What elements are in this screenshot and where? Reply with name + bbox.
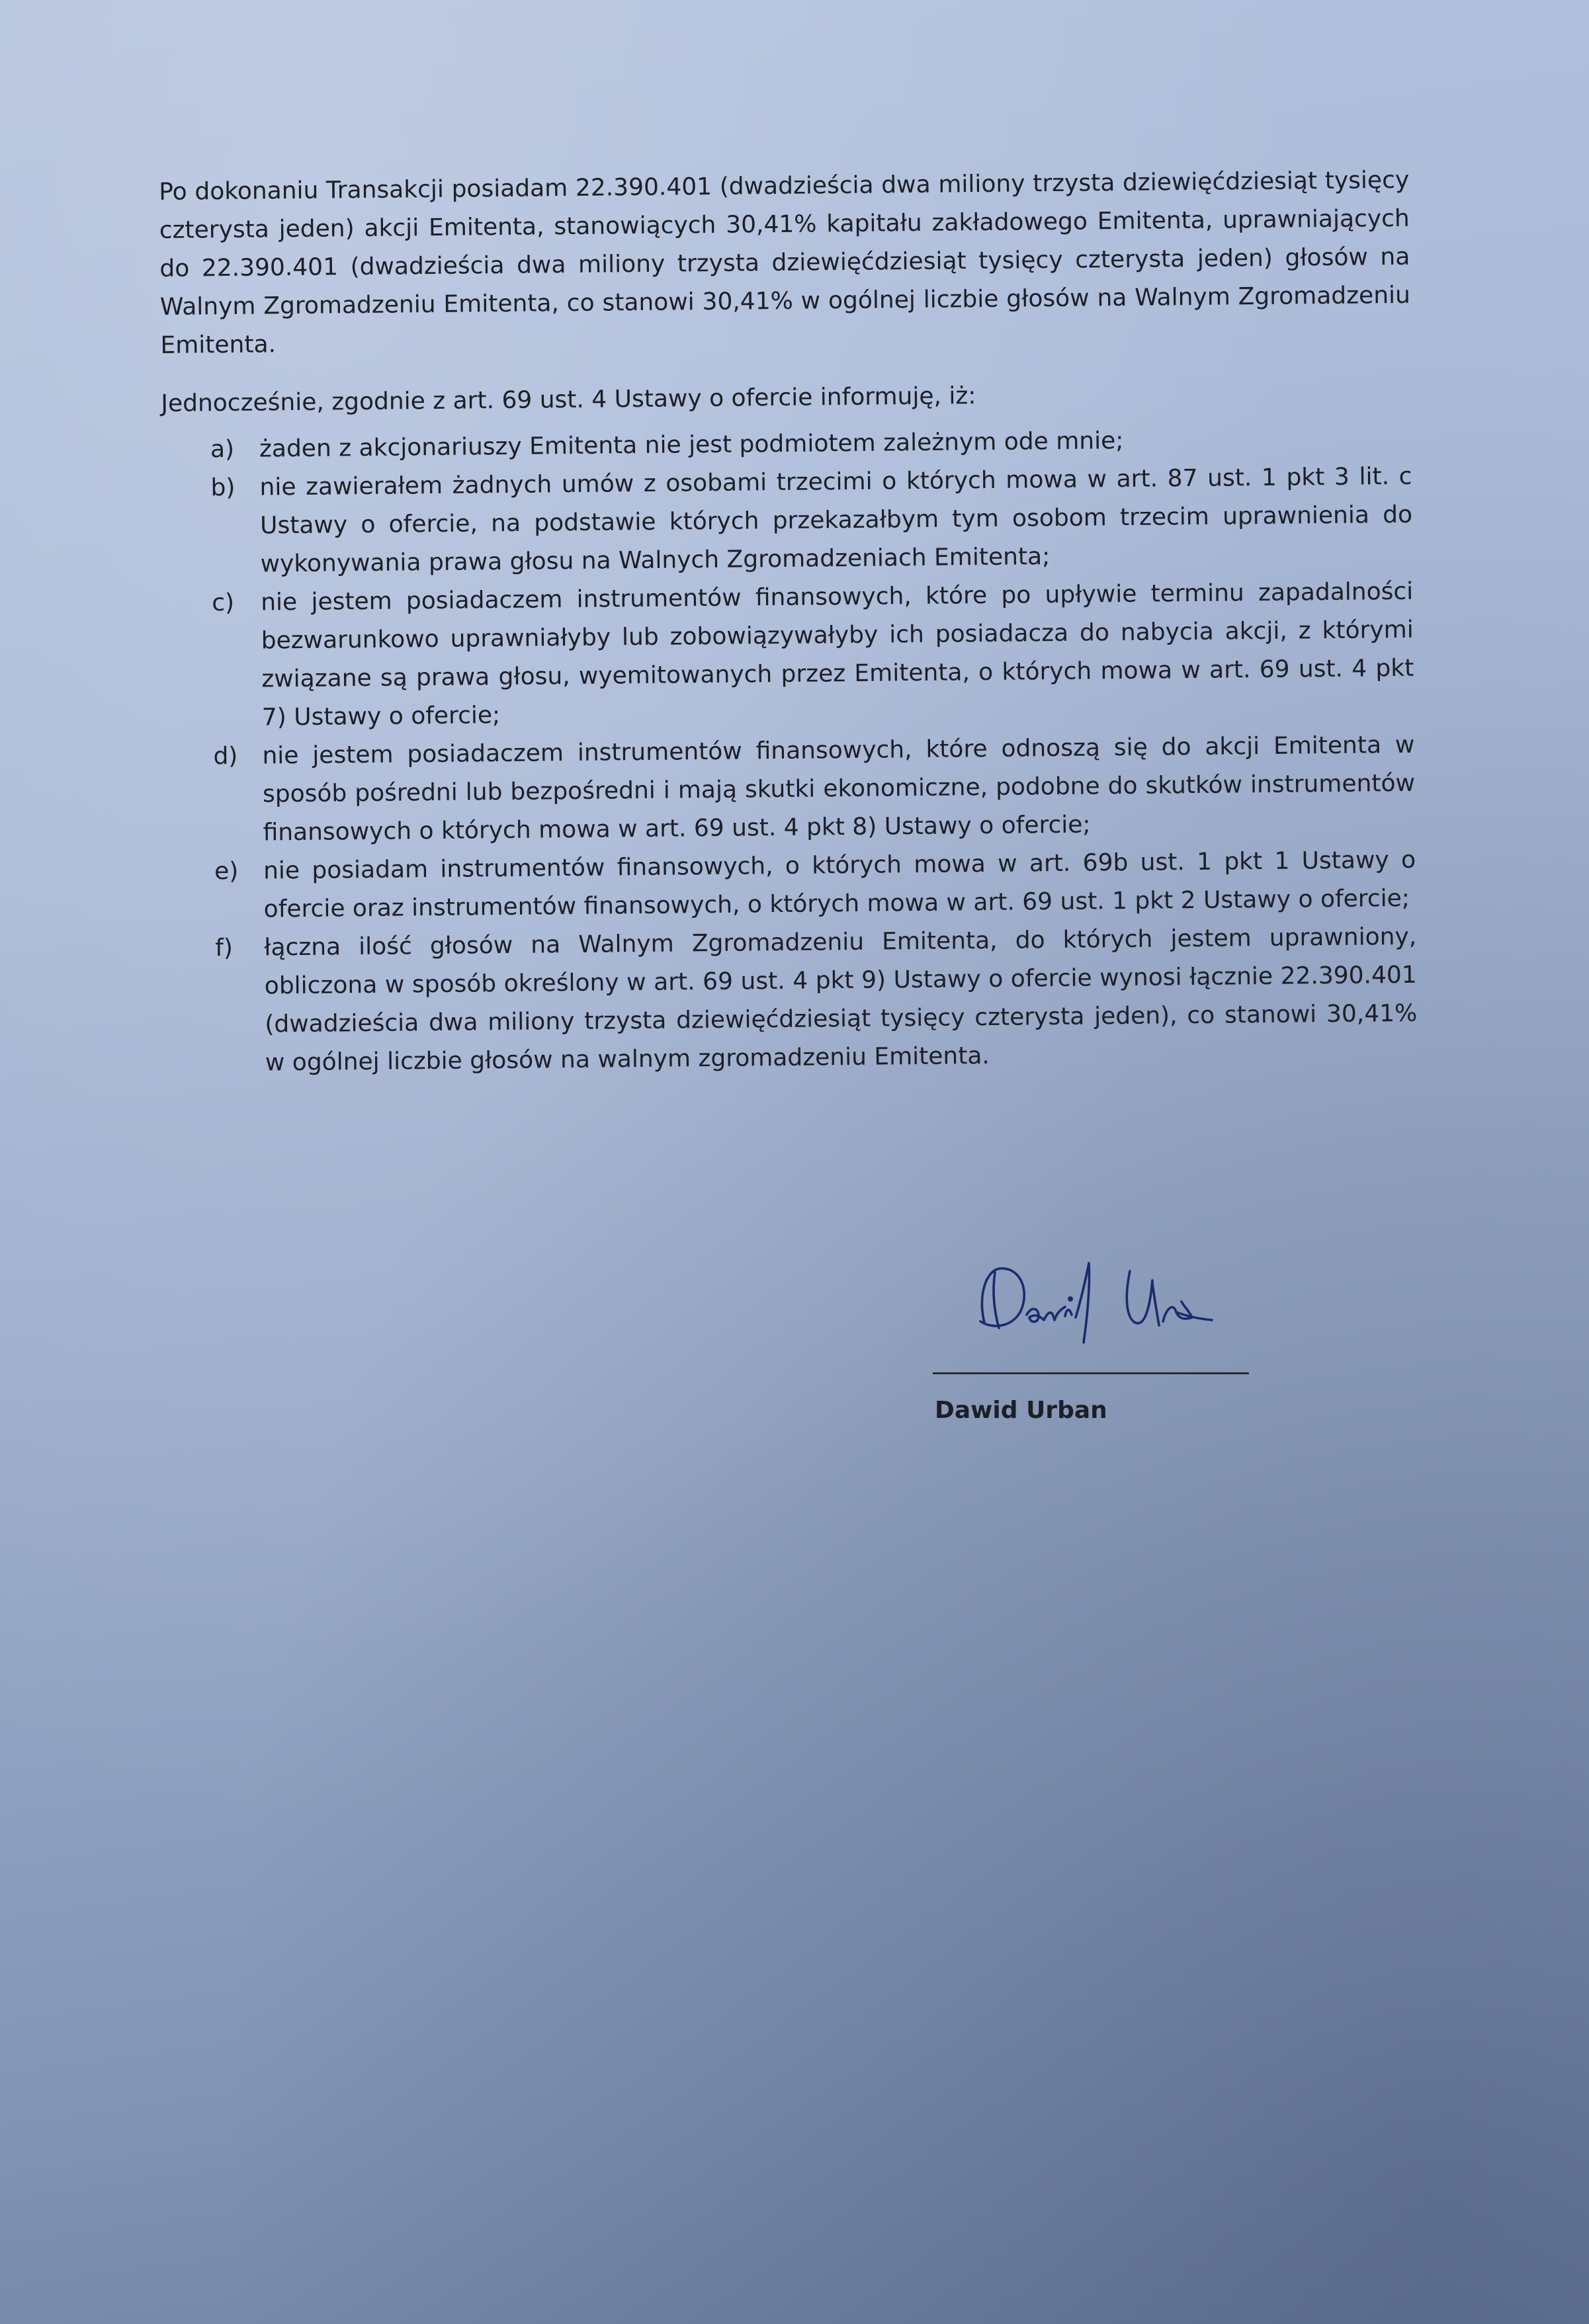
list-item-text: nie zawierałem żadnych umów z osobami trzecimi o których mowa w art. 87 ust. 1 pkt 3 lit. c Ustawy o ofercie, na podstawie których przekazałbym tym osobom trzecim uprawnienia do wykonywania prawa głosu na Walnych Zgromadzeniach Emitenta;: [259, 462, 1413, 578]
declarations-list: [161, 419, 1418, 1083]
intro-paragraph: Po dokonaniu Transakcji posiadam 22.390.401 (dwadzieścia dwa miliony trzysta dziewięćdziesiąt tysięcy czterysta jeden) akcji Emitenta, stanowiących 30,41% kapitału zakładowego Emitenta, uprawniających do 22.390.401 (dwadzieścia dwa miliony trzysta dziewięćdziesiąt tysięcy czterysta jeden) głosów na Walnym Zgromadzeniu Emitenta, co stanowi 30,41% w ogólnej liczbie głosów na Walnym Zgromadzeniu Emitenta.: [159, 166, 1411, 359]
list-item-text: nie jestem posiadaczem instrumentów finansowych, które odnoszą się do akcji Emitenta w sposób pośredni lub bezpośredni i mają skutki ekonomiczne, podobne do skutków instrumentów finansowych o których mowa w art. 69 ust. 4 pkt 8) Ustawy o ofercie;: [262, 731, 1416, 847]
document-body: [159, 161, 1418, 1083]
signer-name: Dawid Urban: [935, 1397, 1107, 1424]
list-item-text: nie jestem posiadaczem instrumentów finansowych, które po upływie terminu zapadalności bezwarunkowo uprawniałyby lub zobowiązywałyby ich posiadacza do nabycia akcji, z którymi związane są prawa głosu, wyemitowanych przez Emitenta, o których mowa w art. 69 ust. 4 pkt 7) Ustawy o ofercie;: [261, 577, 1414, 731]
list-item: [166, 918, 1418, 1083]
list-item: [161, 458, 1413, 585]
list-item-text: żaden z akcjonariuszy Emitenta nie jest podmiotem zależnym ode mnie;: [259, 427, 1124, 463]
handwritten-signature: [966, 1243, 1217, 1362]
list-item-marker: f): [215, 934, 234, 962]
list-item-text: łączna ilość głosów na Walnym Zgromadzeniu Emitenta, do których jestem uprawniony, obliczona w sposób określony w art. 69 ust. 4 pkt 9) Ustawy o ofercie wynosi łącznie 22.390.401 (dwadzieścia dwa miliony trzysta dziewięćdziesiąt tysięcy czterysta jeden), co stanowi 30,41% w ogólnej liczbie głosów na walnym zgromadzeniu Emitenta.: [264, 923, 1418, 1077]
list-item-text: nie posiadam instrumentów finansowych, o których mowa w art. 69b ust. 1 pkt 1 Ustawy o ofercie oraz instrumentów finansowych, o których mowa w art. 69 ust. 1 pkt 2 Ustawy o ofercie;: [263, 846, 1416, 923]
list-item: [165, 841, 1416, 930]
list-item-marker: c): [212, 589, 235, 617]
list-item-marker: a): [210, 435, 235, 464]
list-item-marker: d): [213, 742, 238, 770]
list-item-marker: b): [210, 474, 236, 502]
list-item: [164, 726, 1416, 853]
list-item: [163, 573, 1414, 738]
lead-in-paragraph: Jednocześnie, zgodnie z art. 69 ust. 4 Ustawy o ofercie informuję, iż:: [161, 382, 976, 417]
list-item-marker: e): [214, 857, 239, 886]
signature-line: [933, 1372, 1249, 1374]
